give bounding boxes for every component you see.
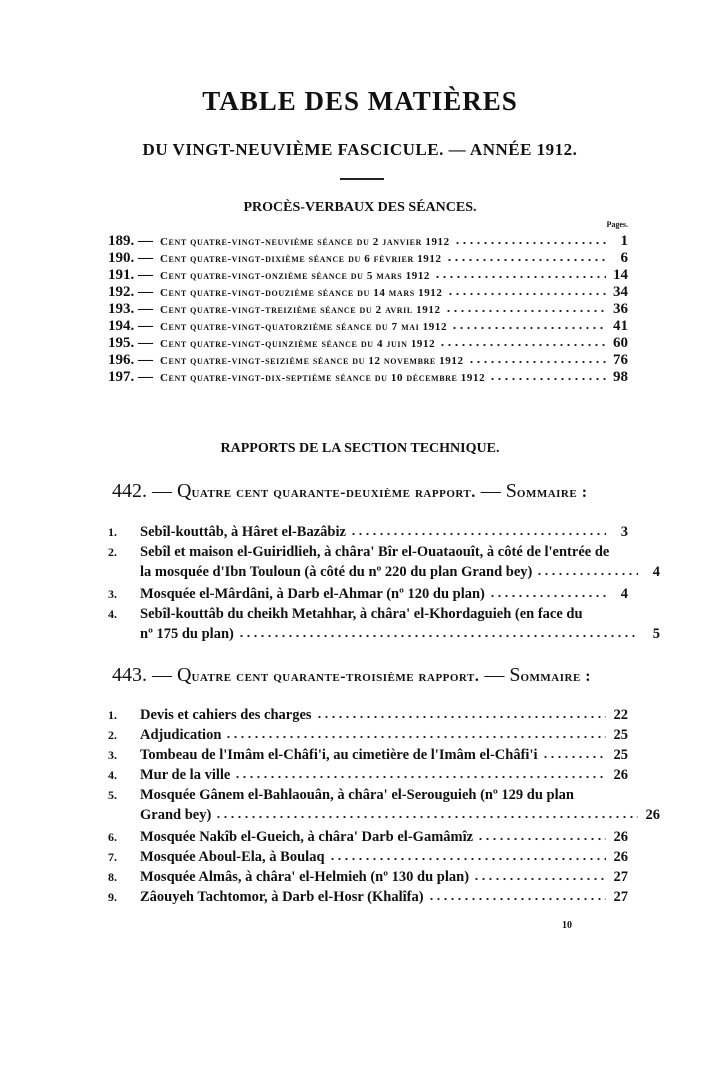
entry-title: Mosquée Nakîb el-Gueich, à châra' Darb el-Gamâmîz — [140, 829, 474, 845]
dot-leader — [454, 235, 606, 245]
entry-title: Zâouyeh Tachtomor, à Darb el-Hosr (Khalîfa) — [140, 889, 424, 905]
toc-entry — [108, 747, 628, 764]
entry-number: 7. — [108, 850, 117, 864]
sommaire-initial: S — [505, 480, 517, 502]
entry-number: 189. — — [108, 233, 153, 249]
entry-page: 25 — [613, 747, 628, 763]
entry-title: Tombeau de l'Imâm el-Châfi'i, au cimetière de l'Imâm el-Châfi'i — [140, 747, 538, 763]
toc-entry-continuation — [108, 807, 660, 824]
report-heading — [112, 480, 632, 503]
entry-title: Cent quatre-vingt-douzième séance du 14 mars 1912 — [160, 287, 443, 299]
entry-page: 3 — [620, 524, 628, 540]
entry-number: 191. — — [108, 267, 153, 283]
entry-number: 193. — — [108, 301, 153, 317]
entry-number: 5. — [108, 788, 117, 802]
dot-leader — [439, 337, 606, 347]
entry-number: 1. — [108, 708, 117, 722]
entry-number: 6. — [108, 830, 117, 844]
entry-page: 26 — [613, 829, 628, 845]
entry-number: 9. — [108, 890, 117, 904]
dot-leader — [445, 303, 606, 313]
toc-entry — [108, 727, 628, 744]
entry-page: 98 — [613, 369, 628, 385]
report-number: 442. — — [112, 480, 172, 502]
entry-number: 2. — [108, 545, 117, 559]
entry-title: Cent quatre-vingt-quinzième séance du 4 juin 1912 — [160, 338, 436, 350]
dot-leader — [451, 320, 606, 330]
entry-title-continuation: nº 175 du plan) — [140, 626, 234, 642]
entry-number: 4. — [108, 768, 117, 782]
toc-entry — [108, 849, 628, 866]
entry-page: 5 — [652, 626, 660, 642]
entry-number: 2. — [108, 728, 117, 742]
report-dash: — — [484, 664, 505, 686]
entry-number: 8. — [108, 870, 117, 884]
entry-page: 14 — [613, 267, 628, 283]
entry-number: 197. — — [108, 369, 153, 385]
toc-entry — [108, 318, 628, 335]
sommaire-label: ommaire : — [516, 484, 588, 501]
entry-title: Mosquée el-Mârdâni, à Darb el-Ahmar (nº 120 du plan) — [140, 586, 485, 602]
entry-number: 195. — — [108, 335, 153, 351]
entry-number: 192. — — [108, 284, 153, 300]
dot-leader — [316, 709, 606, 719]
entry-title: Cent quatre-vingt-dixième séance du 6 février 1912 — [160, 253, 442, 265]
dot-leader — [542, 749, 606, 759]
toc-entry — [108, 369, 628, 386]
report-title: uatre cent quarante-deuxième rapport. — [191, 484, 476, 501]
toc-entry — [108, 586, 628, 603]
sommaire-label: ommaire : — [520, 668, 592, 685]
entry-number: 196. — — [108, 352, 153, 368]
entry-number: 1. — [108, 525, 117, 539]
entry-number: 3. — [108, 587, 117, 601]
entry-page: 76 — [613, 352, 628, 368]
sommaire-initial: S — [509, 664, 521, 686]
dot-leader — [225, 729, 606, 739]
entry-title: Cent quatre-vingt-dix-septième séance du 10 décembre 1912 — [160, 372, 486, 384]
dot-leader — [468, 354, 606, 364]
toc-entry — [108, 267, 628, 284]
dot-leader — [446, 252, 606, 262]
entry-page: 26 — [613, 849, 628, 865]
dot-leader — [477, 831, 606, 841]
report-title: uatre cent quarante-troisième rapport. — [191, 668, 480, 685]
entry-page: 4 — [652, 564, 660, 580]
toc-entry — [108, 889, 628, 906]
toc-entry — [108, 301, 628, 318]
entry-page: 4 — [620, 586, 628, 602]
entry-page: 27 — [613, 869, 628, 885]
entry-title: Mur de la ville — [140, 767, 231, 783]
report-heading — [112, 664, 632, 687]
entry-page: 26 — [645, 807, 660, 823]
entry-page: 41 — [613, 318, 628, 334]
entry-title: Sebîl-kouttâb, à Hâret el-Bazâbiz — [140, 524, 346, 540]
page-subtitle: DU VINGT-NEUVIÈME FASCICULE. — ANNÉE 1912. — [142, 140, 578, 159]
toc-entry — [108, 524, 628, 541]
dot-leader — [447, 286, 607, 296]
section-heading-rapports: RAPPORTS DE LA SECTION TECHNIQUE. — [220, 441, 500, 456]
entry-title: Sebîl et maison el-Guiridlieh, à châra' Bîr el-Ouataouît, à côté de l'entrée de — [140, 544, 610, 560]
entry-page: 26 — [613, 767, 628, 783]
dot-leader — [536, 566, 638, 576]
toc-entry — [108, 829, 628, 846]
dot-leader — [428, 891, 606, 901]
toc-entry — [108, 233, 628, 250]
entry-page: 60 — [613, 335, 628, 351]
section-heading-proces-verbaux: PROCÈS-VERBAUX DES SÉANCES. — [243, 200, 477, 215]
entry-title: Cent quatre-vingt-onzième séance du 5 mars 1912 — [160, 270, 431, 282]
entry-title: Mosquée Aboul-Ela, à Boulaq — [140, 849, 325, 865]
entry-page: 1 — [620, 233, 628, 249]
toc-entry — [108, 767, 628, 784]
report-title-initial: Q — [177, 664, 192, 686]
entry-number: 190. — — [108, 250, 153, 266]
entry-title: Cent quatre-vingt-quatorzième séance du 7 mai 1912 — [160, 321, 448, 333]
entry-title-continuation: Grand bey) — [140, 807, 212, 823]
page-title: TABLE DES MATIÈRES — [202, 86, 518, 116]
page-number: 10 — [562, 920, 572, 931]
dot-leader — [238, 628, 638, 638]
divider — [340, 178, 384, 180]
entry-number: 4. — [108, 607, 117, 621]
entry-title: Cent quatre-vingt-neuvième séance du 2 janvier 1912 — [160, 236, 450, 248]
dot-leader — [434, 269, 606, 279]
report-dash: — — [480, 480, 501, 502]
entry-page: 22 — [613, 707, 628, 723]
entry-page: 34 — [613, 284, 628, 300]
toc-entry — [108, 544, 628, 561]
entry-page: 36 — [613, 301, 628, 317]
toc-entry-continuation — [108, 564, 660, 581]
dot-leader — [215, 809, 638, 819]
toc-entry — [108, 352, 628, 369]
toc-entry — [108, 869, 628, 886]
dot-leader — [329, 851, 606, 861]
toc-entry — [108, 250, 628, 267]
report-number: 443. — — [112, 664, 172, 686]
pages-column-label: Pages. — [606, 220, 628, 229]
entry-title: Cent quatre-vingt-treizième séance du 2 avril 1912 — [160, 304, 441, 316]
entry-title: Mosquée Gânem el-Bahlaouân, à châra' el-Serouguieh (nº 129 du plan — [140, 787, 574, 803]
entry-title: Cent quatre-vingt-seizième séance du 12 novembre 1912 — [160, 355, 464, 367]
entry-title: Devis et cahiers des charges — [140, 707, 312, 723]
dot-leader — [489, 588, 606, 598]
entry-number: 194. — — [108, 318, 153, 334]
toc-entry — [108, 606, 628, 623]
toc-entry — [108, 335, 628, 352]
entry-page: 6 — [620, 250, 628, 266]
toc-entry — [108, 707, 628, 724]
entry-page: 25 — [613, 727, 628, 743]
entry-page: 27 — [613, 889, 628, 905]
entry-title: Mosquée Almâs, à châra' el-Helmieh (nº 130 du plan) — [140, 869, 470, 885]
entry-title: Adjudication — [140, 727, 222, 743]
toc-entry — [108, 284, 628, 301]
entry-title-continuation: la mosquée d'Ibn Touloun (à côté du nº 220 du plan Grand bey) — [140, 564, 533, 580]
report-title-initial: Q — [177, 480, 192, 502]
dot-leader — [473, 871, 606, 881]
toc-entry-continuation — [108, 626, 660, 643]
dot-leader — [489, 371, 606, 381]
dot-leader — [350, 526, 606, 536]
toc-entry — [108, 787, 628, 804]
dot-leader — [234, 769, 606, 779]
entry-number: 3. — [108, 748, 117, 762]
entry-title: Sebîl-kouttâb du cheikh Metahhar, à châra' el-Khordaguieh (en face du — [140, 606, 583, 622]
